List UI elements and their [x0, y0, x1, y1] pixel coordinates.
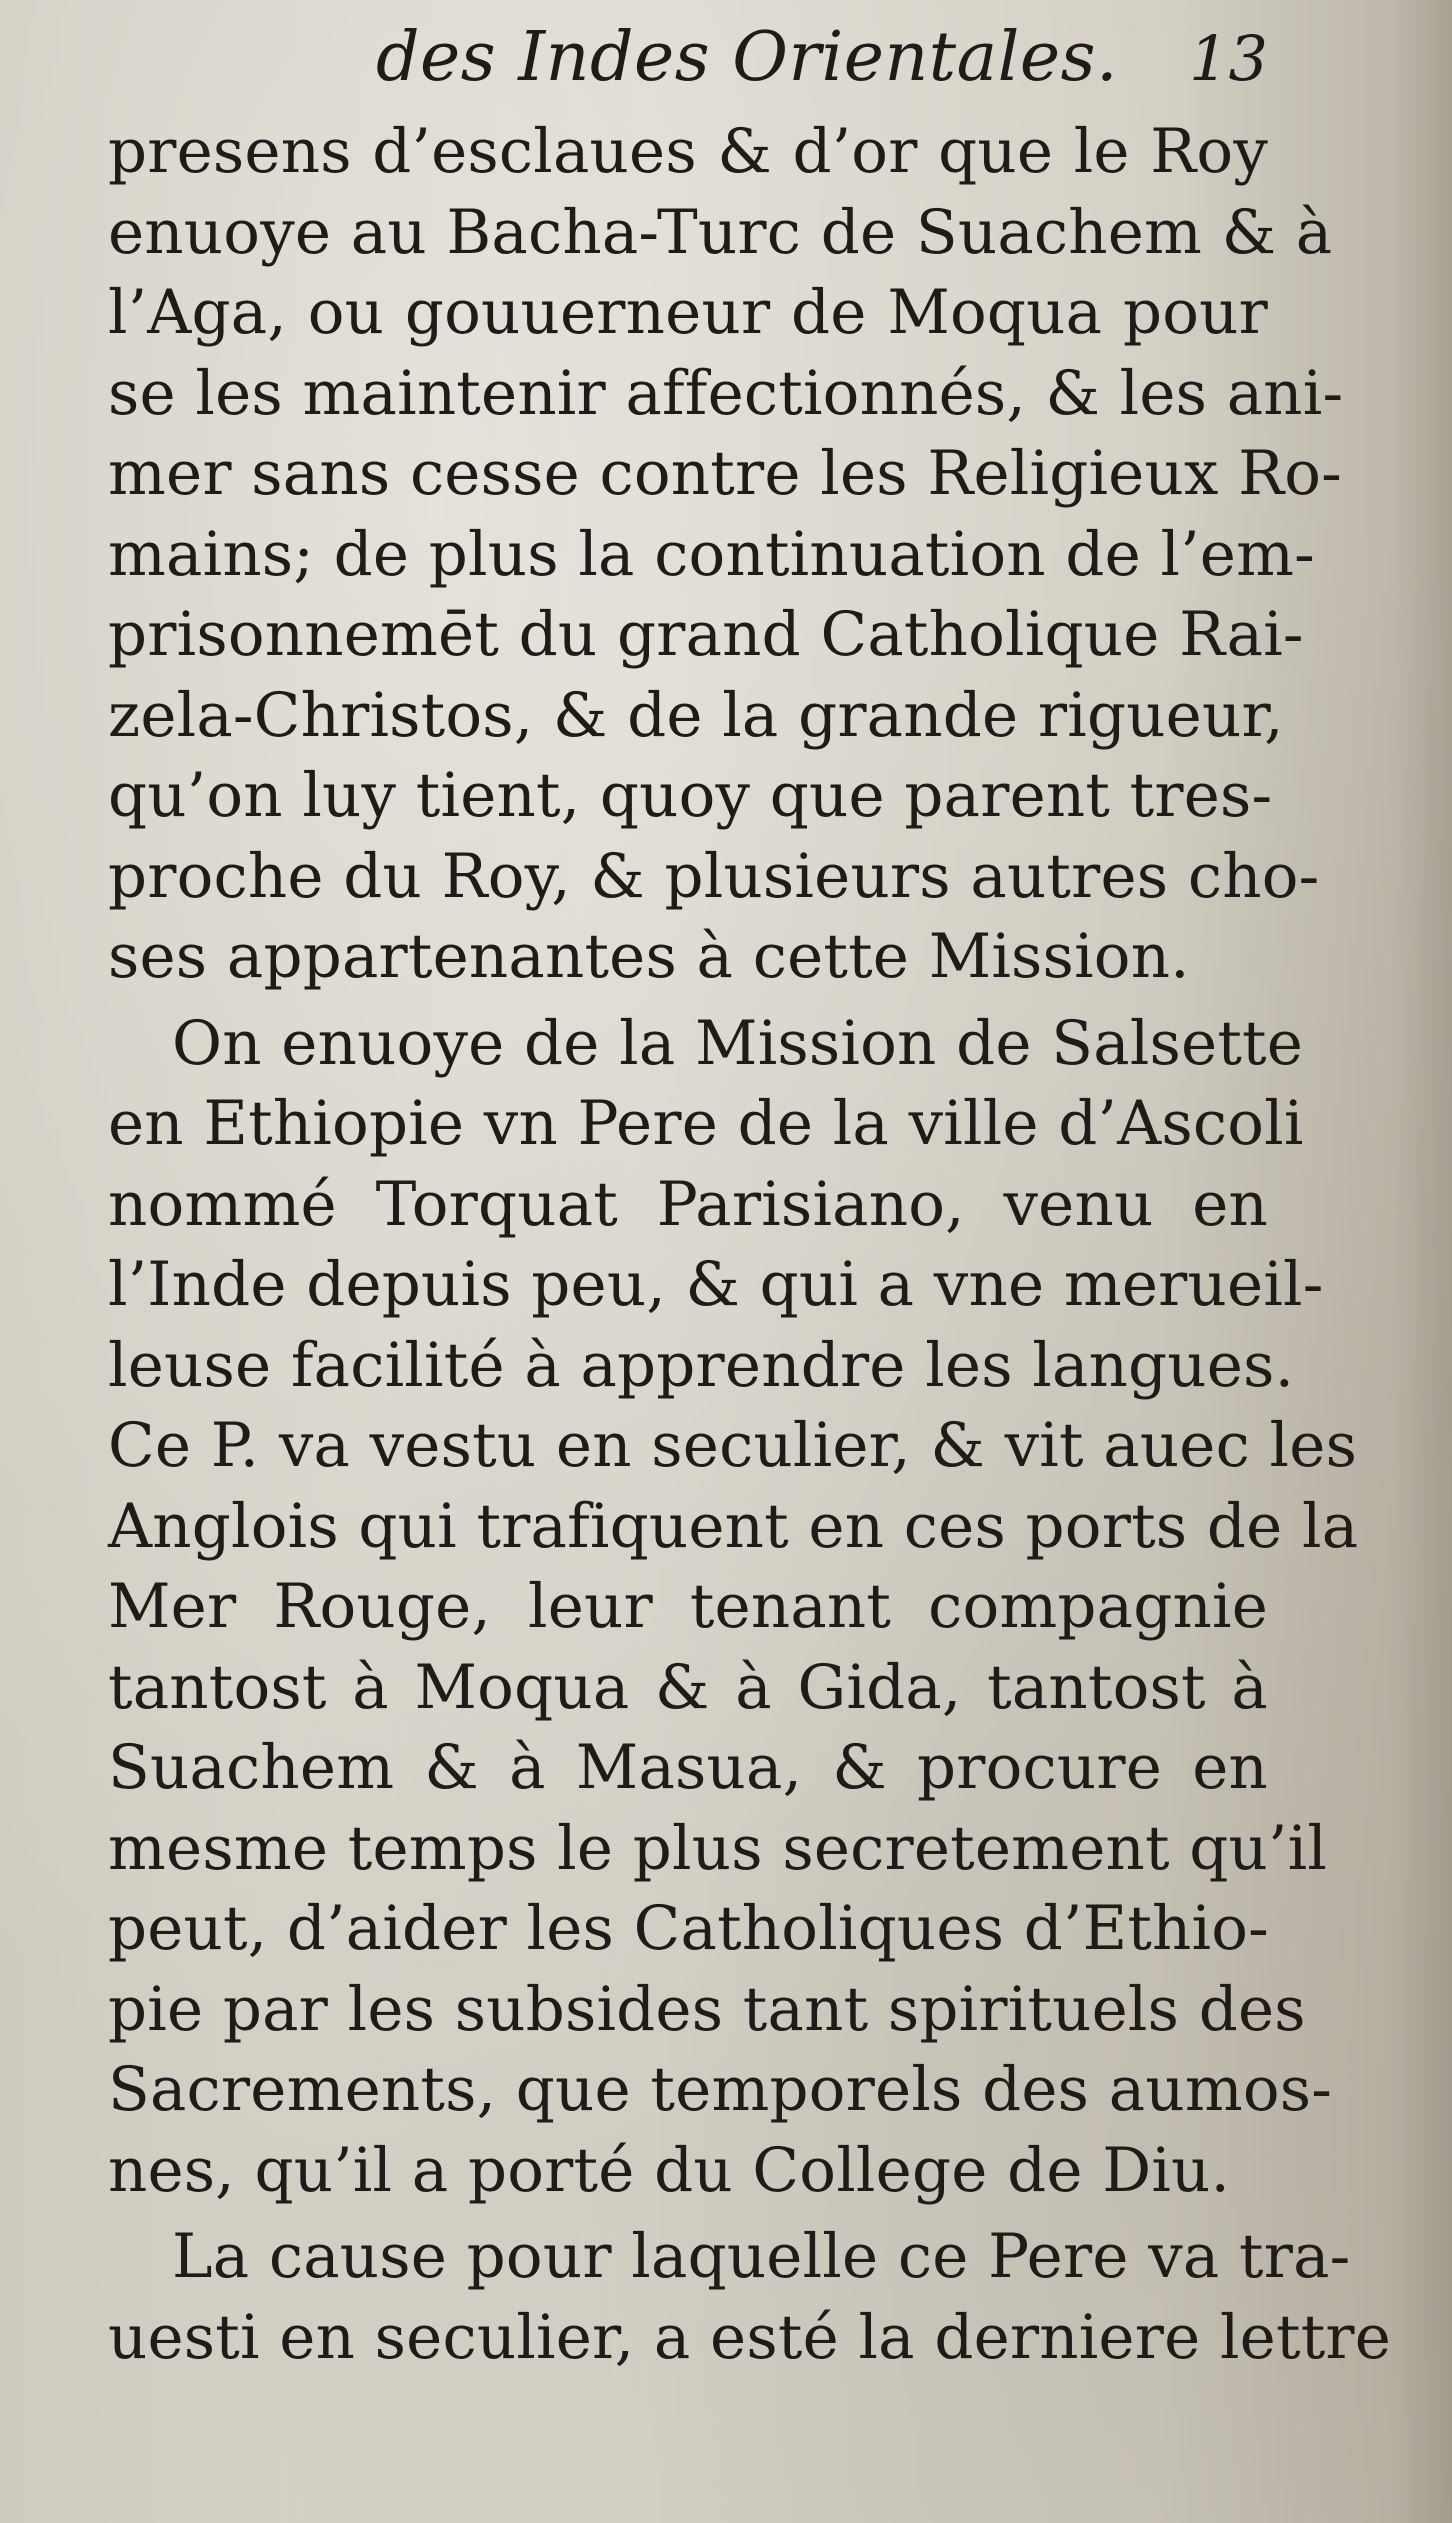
- text-line: qu’on luy tient, quoy que parent tres-: [108, 760, 1273, 831]
- page-header: [108, 18, 1268, 118]
- text-line: presens d’esclaues & d’or que le Roy: [108, 116, 1268, 187]
- text-line: nes, qu’il a porté du College de Diu.: [108, 2134, 1231, 2206]
- text-line: pie par les subsides tant spirituels des: [108, 1973, 1306, 2045]
- text-line: l’Aga, ou gouuerneur de Moqua pour: [108, 277, 1268, 348]
- text-line: Anglois qui trafiquent en ces ports de la: [108, 1490, 1359, 1562]
- text-line: On enuoye de la Mission de Salsette: [172, 1007, 1304, 1079]
- text-line: mains; de plus la continuation de l’em-: [108, 518, 1315, 590]
- text-line: tantost à Moqua & à Gida, tantost à: [108, 1651, 1268, 1723]
- text-line: mer sans cesse contre les Religieux Ro-: [108, 438, 1342, 509]
- text-line: en Ethiopie vn Pere de la ville d’Ascoli: [108, 1088, 1304, 1159]
- text-line: uesti en seculier, a esté la derniere lettre: [108, 2301, 1392, 2373]
- paragraph: [108, 112, 1344, 998]
- text-line: l’Inde depuis peu, & qui a vne merueil-: [108, 1249, 1324, 1320]
- text-line: Mer Rouge, leur tenant compagnie: [108, 1571, 1268, 1642]
- text-line: nommé Torquat Parisiano, venu en: [108, 1168, 1268, 1240]
- text-line: enuoye au Bacha-Turc de Suachem & à: [108, 196, 1333, 268]
- text-line: mesme temps le plus secretement qu’il: [108, 1812, 1328, 1884]
- paragraph: [108, 2217, 1392, 2378]
- body-text: [108, 112, 1392, 2378]
- text-line: Suachem & à Masua, & procure en: [108, 1732, 1268, 1803]
- text-line: proche du Roy, & plusieurs autres cho-: [108, 840, 1320, 912]
- paragraph: [108, 1004, 1359, 2212]
- text-line: ses appartenantes à cette Mission.: [108, 921, 1190, 992]
- running-title: des Indes Orientales.: [376, 18, 1119, 97]
- text-line: zela-Christos, & de la grande rigueur,: [108, 679, 1284, 751]
- text-line: leuse facilité à apprendre les langues.: [108, 1329, 1295, 1401]
- text-line: se les maintenir affectionnés, & les ani-: [108, 357, 1344, 429]
- text-line: prisonnemēt du grand Catholique Rai-: [108, 599, 1304, 670]
- text-line: Ce P. va vestu en seculier, & vit auec les: [108, 1410, 1358, 1481]
- page-number: 13: [1189, 22, 1268, 95]
- page-edge-shadow: [1392, 0, 1452, 2523]
- text-line: La cause pour laquelle ce Pere va tra-: [172, 2221, 1351, 2292]
- text-line: Sacrements, que temporels des aumos-: [108, 2054, 1333, 2125]
- text-line: peut, d’aider les Catholiques d’Ethio-: [108, 1893, 1269, 1964]
